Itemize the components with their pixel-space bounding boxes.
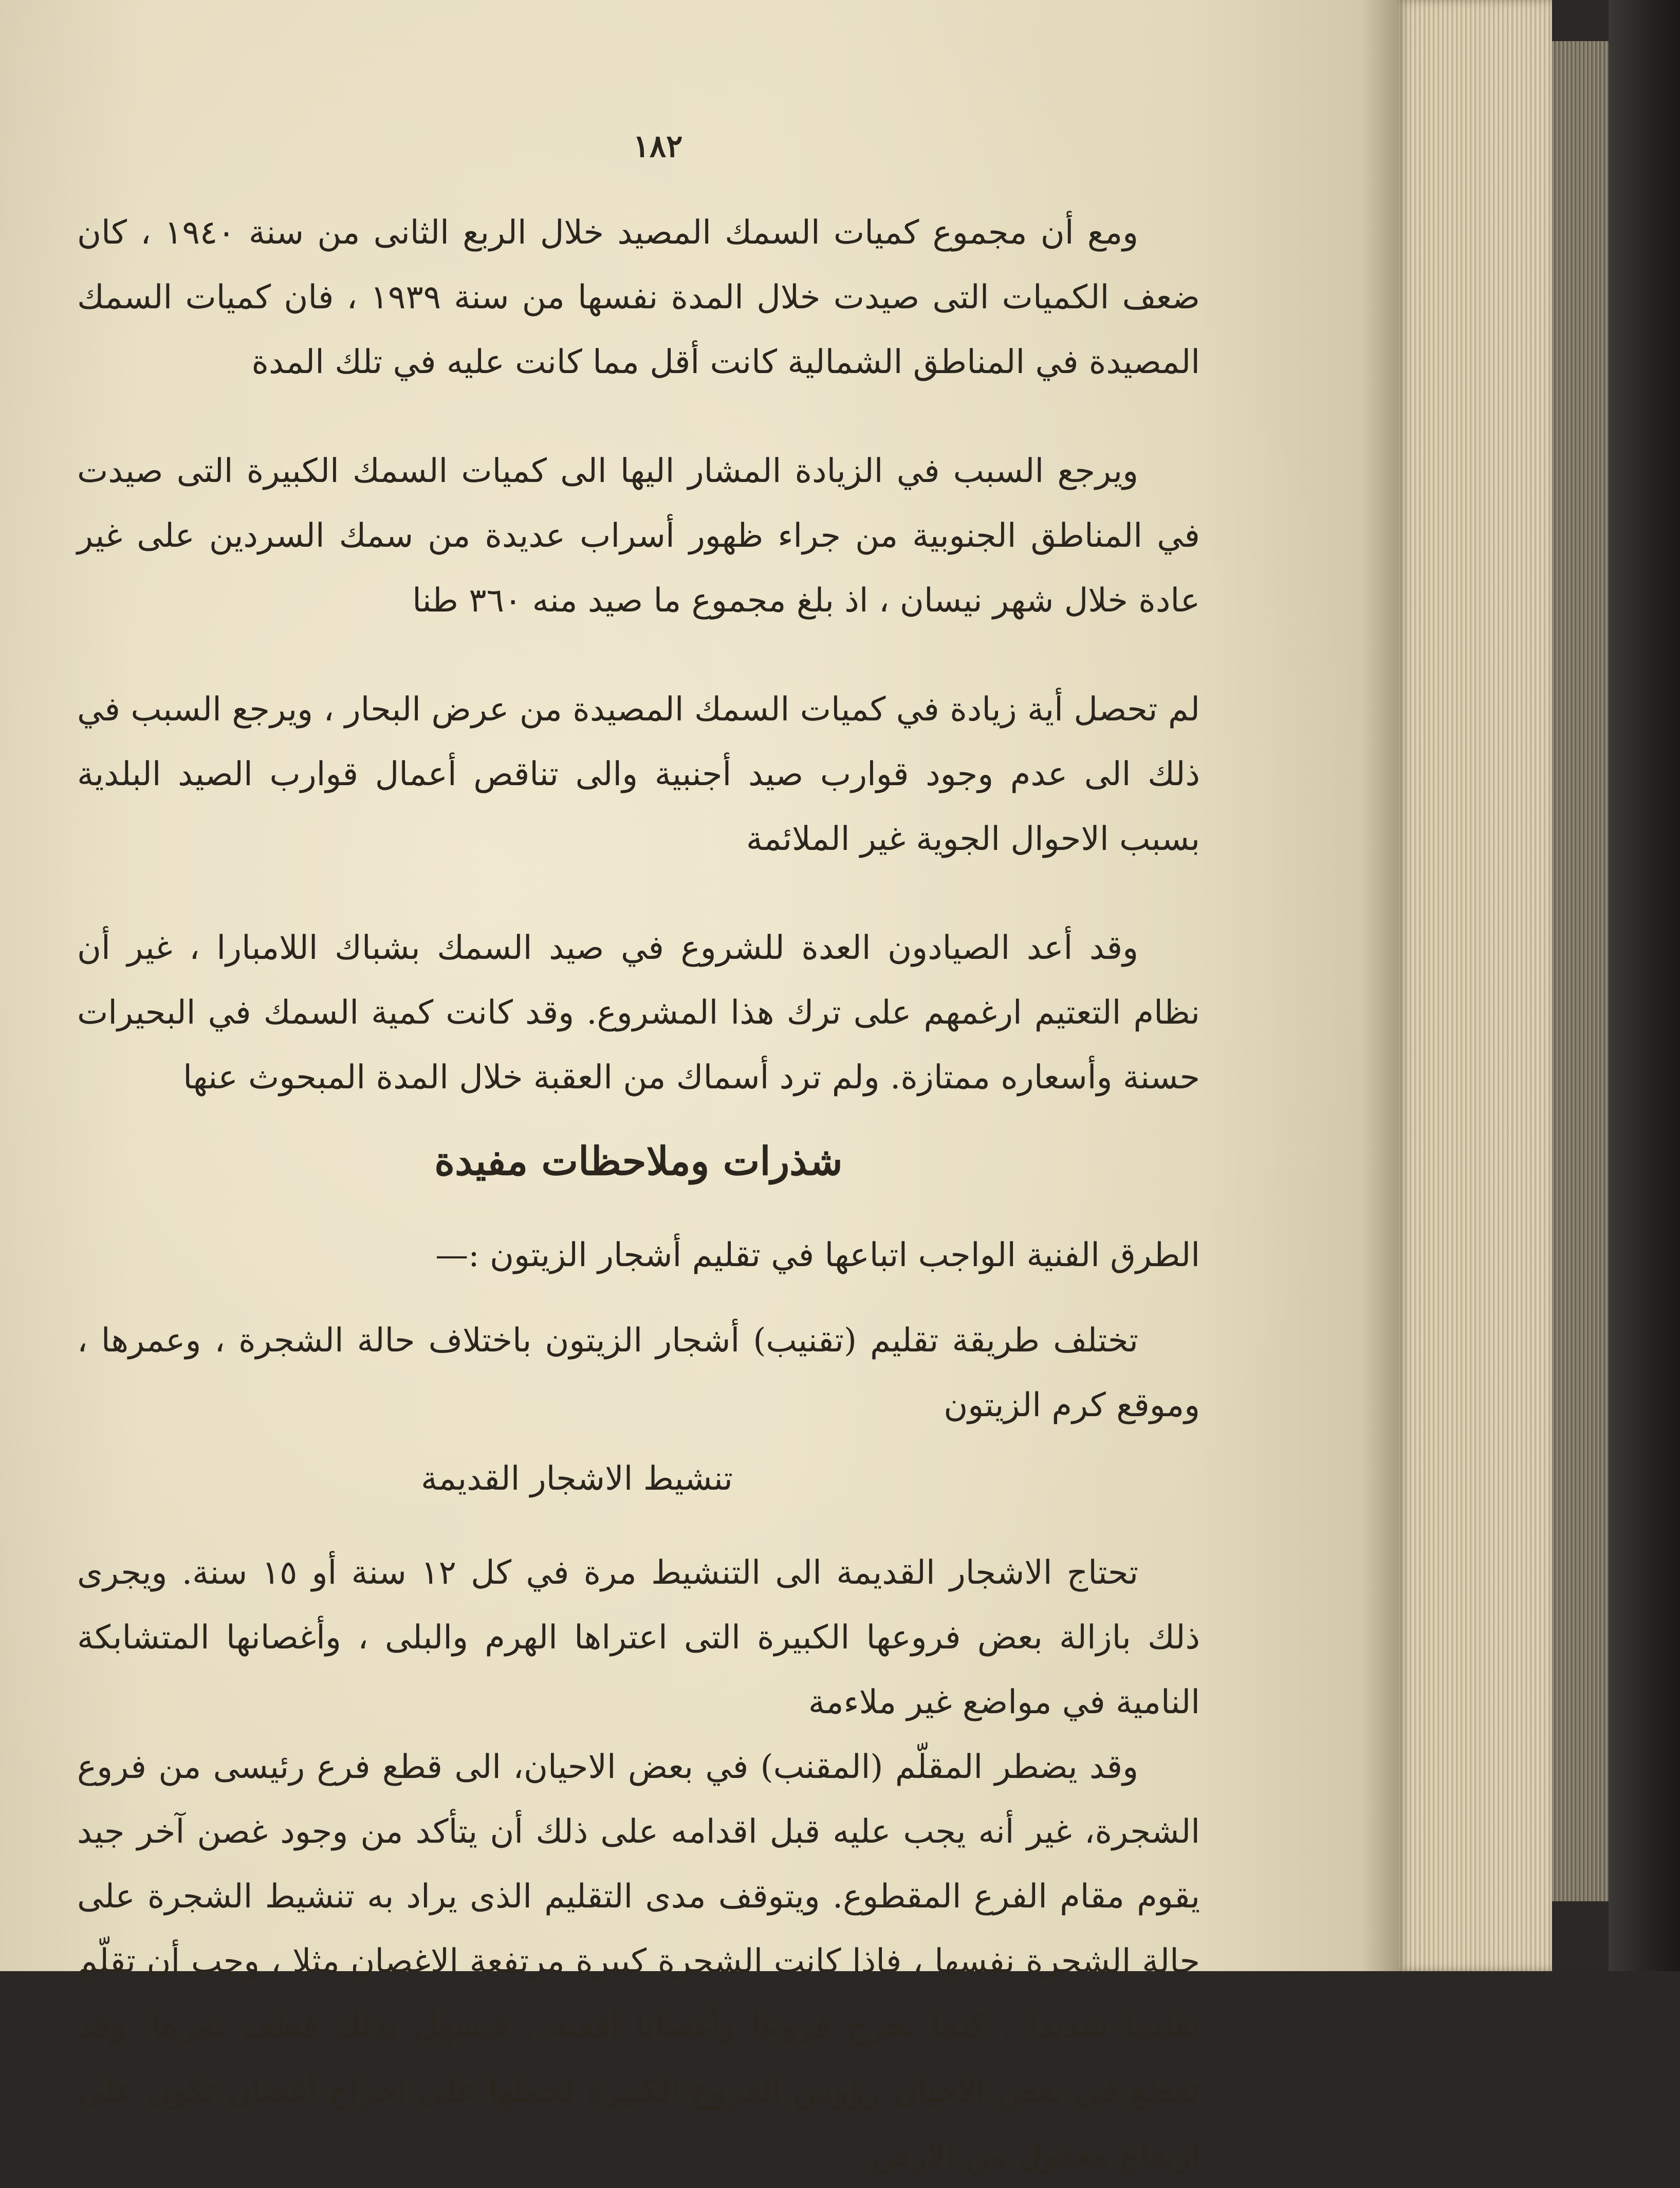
page-edges-shadow: [1552, 41, 1609, 1901]
paragraph-sardine-schools: ويرجع السبب في الزيادة المشار اليها الى كميات السمك الكبيرة التى صيدت في المناطق الجنوبية من جراء ظهور أسراب عديدة من سمك السردين على غير عادة خلال شهر نيسان ، اذ بلغ مجموع ما صيد منه ٣٦٠ طنا: [77, 452, 1201, 620]
section-title: شذرات وملاحظات مفيدة: [434, 1138, 843, 1184]
page-number: ١٨٢: [633, 128, 683, 164]
paragraph-main-branch-cutting: وقد يضطر المقلّم (المقنب) في بعض الاحيان، الى قطع فرع رئيسى من فروع الشجرة، غير أنه يجب عليه قبل اقدامه على ذلك أن يتأكد من وجود غصن آخر جيد يقوم مقام الفرع المقطوع. ويتوقف مدى التقليم الذى يراد به تنشيط الشجرة على حالة الشجرة نفسها ، فاذا كانت الشجرة كبيرة مرتفعة الاغصان مثلا ، وجب أن تقلّم تقليما شديدا ، كيما تخرج فروعا وأغصانا أفقية ، فيسهل بذلك قطف ثمرها. وقد تقطع في بعض الاحيان رؤوس الفروع الكبيرة لحملها على اخراج أغصان تكون على ارتفاع معقول من الارض: [77, 1748, 1201, 2175]
book-cover-edge: [1609, 0, 1680, 1971]
paragraph-pruning-methods: تختلف طريقة تقليم (تقنيب) أشجار الزيتون باختلاف حالة الشجرة ، وعمرها ، وموقع كرم الزيتون: [77, 1322, 1200, 1424]
paragraph-olive-pruning-heading: الطرق الفنية الواجب اتباعها في تقليم أشجار الزيتون :—: [435, 1236, 1200, 1274]
paragraph-old-trees-renewal: تحتاج الاشجار القديمة الى التنشيط مرة في كل ١٢ سنة أو ١٥ سنة. ويجرى ذلك بازالة بعض فروعها الكبيرة التى اعتراها الهرم والبلى ، وأغصانها المتشابكة النامية في مواضع غير ملاءمة: [77, 1554, 1200, 1721]
paragraph-fish-catch-comparison: ومع أن مجموع كميات السمك المصيد خلال الربع الثانى من سنة ١٩٤٠ ، كان ضعف الكميات التى صيدت خلال المدة نفسها من سنة ١٩٣٩ ، فان كميات السمك المصيدة في المناطق الشمالية كانت أقل مما كانت عليه في تلك المدة: [77, 214, 1201, 381]
paragraph-lampara-nets: وقد أعد الصيادون العدة للشروع في صيد السمك بشباك اللامبارا ، غير أن نظام التعتيم ارغمهم على ترك هذا المشروع. وقد كانت كمية السمك في البحيرات حسنة وأسعاره ممتازة. ولم ترد أسماك من العقبة خلال المدة المبحوث عنها: [77, 929, 1200, 1097]
subsection-title: تنشيط الاشجار القديمة: [421, 1460, 733, 1498]
page-edges: [1398, 0, 1552, 1971]
paragraph-open-sea-catch: لم تحصل أية زيادة في كميات السمك المصيدة من عرض البحار ، ويرجع السبب في ذلك الى عدم وجود قوارب صيد أجنبية والى تناقص أعمال قوارب الصيد البلدية بسبب الاحوال الجوية غير الملائمة: [77, 691, 1201, 858]
text-block: [77, 123, 1200, 2188]
